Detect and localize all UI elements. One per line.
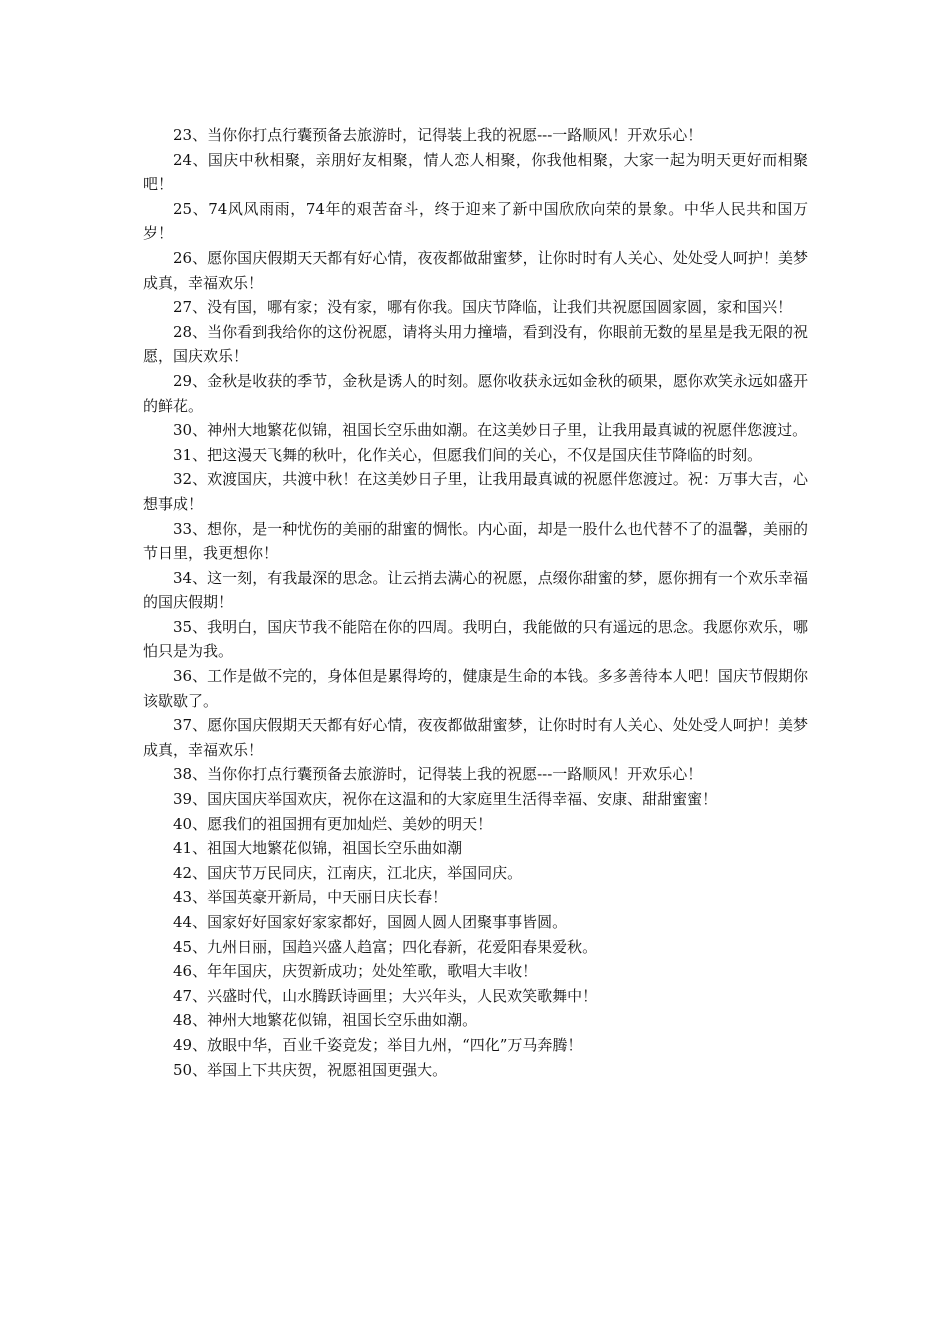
paragraph-31: 31、把这漫天飞舞的秋叶，化作关心，但愿我们间的关心，不仅是国庆佳节降临的时刻。 <box>173 445 763 464</box>
paragraph-24: 24、国庆中秋相聚，亲朋好友相聚，情人恋人相聚，你我他相聚，大家一起为明天更好而相聚吧！ <box>143 150 808 194</box>
paragraph-37: 37、愿你国庆假期天天都有好心情，夜夜都做甜蜜梦，让你时时有人关心、处处受人呵护！美梦成真，幸福欢乐！ <box>143 716 808 759</box>
paragraph-32: 32、欢渡国庆，共渡中秋！在这美妙日子里，让我用最真诚的祝愿伴您渡过。祝：万事大吉，心想事成！ <box>143 470 808 513</box>
paragraph-23: 23、当你你打点行囊预备去旅游时，记得装上我的祝愿---一路顺风！开欢乐心！ <box>173 126 703 144</box>
paragraph-49: 49、放眼中华，百业千姿竞发；举目九州，“四化”万马奔腾！ <box>173 1035 583 1054</box>
paragraph-30: 30、神州大地繁花似锦，祖国长空乐曲如潮。在这美妙日子里，让我用最真诚的祝愿伴您渡过。 <box>173 421 808 440</box>
paragraph-40: 40、愿我们的祖国拥有更加灿烂、美妙的明天！ <box>173 814 493 833</box>
paragraph-46: 46、年年国庆，庆贺新成功；处处笙歌，歌唱大丰收！ <box>173 962 538 981</box>
paragraph-34: 34、这一刻，有我最深的思念。让云捎去满心的祝愿，点缀你甜蜜的梦，愿你拥有一个欢乐幸福的国庆假期！ <box>143 568 808 612</box>
paragraph-48: 48、神州大地繁花似锦，祖国长空乐曲如潮。 <box>173 1011 478 1030</box>
paragraph-35: 35、我明白，国庆节我不能陪在你的四周。我明白，我能做的只有遥远的思念。我愿你欢乐，哪怕只是为我。 <box>143 617 808 661</box>
paragraph-36: 36、工作是做不完的，身体但是累得垮的，健康是生命的本钱。多多善待本人吧！国庆节假期你该歇歇了。 <box>143 667 808 710</box>
paragraph-39: 39、国庆国庆举国欢庆，祝你在这温和的大家庭里生活得幸福、安康、甜甜蜜蜜！ <box>173 790 718 809</box>
paragraph-26: 26、愿你国庆假期天天都有好心情，夜夜都做甜蜜梦，让你时时有人关心、处处受人呵护！美梦成真，幸福欢乐！ <box>143 248 808 292</box>
paragraph-47: 47、兴盛时代，山水腾跃诗画里；大兴年头，人民欢笑歌舞中！ <box>173 986 598 1005</box>
paragraph-44: 44、国家好好国家好家家都好，国圆人圆人团聚事事皆圆。 <box>173 913 568 931</box>
paragraph-27: 27、没有国，哪有家；没有家，哪有你我。国庆节降临，让我们共祝愿国圆家圆，家和国兴！ <box>173 298 793 317</box>
paragraph-28: 28、当你看到我给你的这份祝愿，请将头用力撞墙，看到没有，你眼前无数的星星是我无限的祝愿，国庆欢乐！ <box>143 322 808 366</box>
paragraph-25: 25、74风风雨雨，74年的艰苦奋斗，终于迎来了新中国欣欣向荣的景象。中华人民共和国万岁！ <box>143 199 808 243</box>
document-body <box>143 123 808 1082</box>
paragraph-50: 50、举国上下共庆贺，祝愿祖国更强大。 <box>173 1060 448 1079</box>
paragraph-41: 41、祖国大地繁花似锦，祖国长空乐曲如潮 <box>173 839 463 858</box>
paragraph-45: 45、九州日丽，国趋兴盛人趋富；四化春新，花爱阳春果爱秋。 <box>173 937 598 956</box>
paragraph-38: 38、当你你打点行囊预备去旅游时，记得装上我的祝愿---一路顺风！开欢乐心！ <box>173 765 703 784</box>
paragraph-43: 43、举国英豪开新局，中天丽日庆长春！ <box>173 888 448 907</box>
paragraph-33: 33、想你，是一种忧伤的美丽的甜蜜的惆怅。内心面，却是一股什么也代替不了的温馨，美丽的节日里，我更想你！ <box>143 519 808 563</box>
paragraph-42: 42、国庆节万民同庆，江南庆，江北庆，举国同庆。 <box>173 863 523 882</box>
paragraph-29: 29、金秋是收获的季节，金秋是诱人的时刻。愿你收获永远如金秋的硕果，愿你欢笑永远如盛开的鲜花。 <box>143 371 808 415</box>
